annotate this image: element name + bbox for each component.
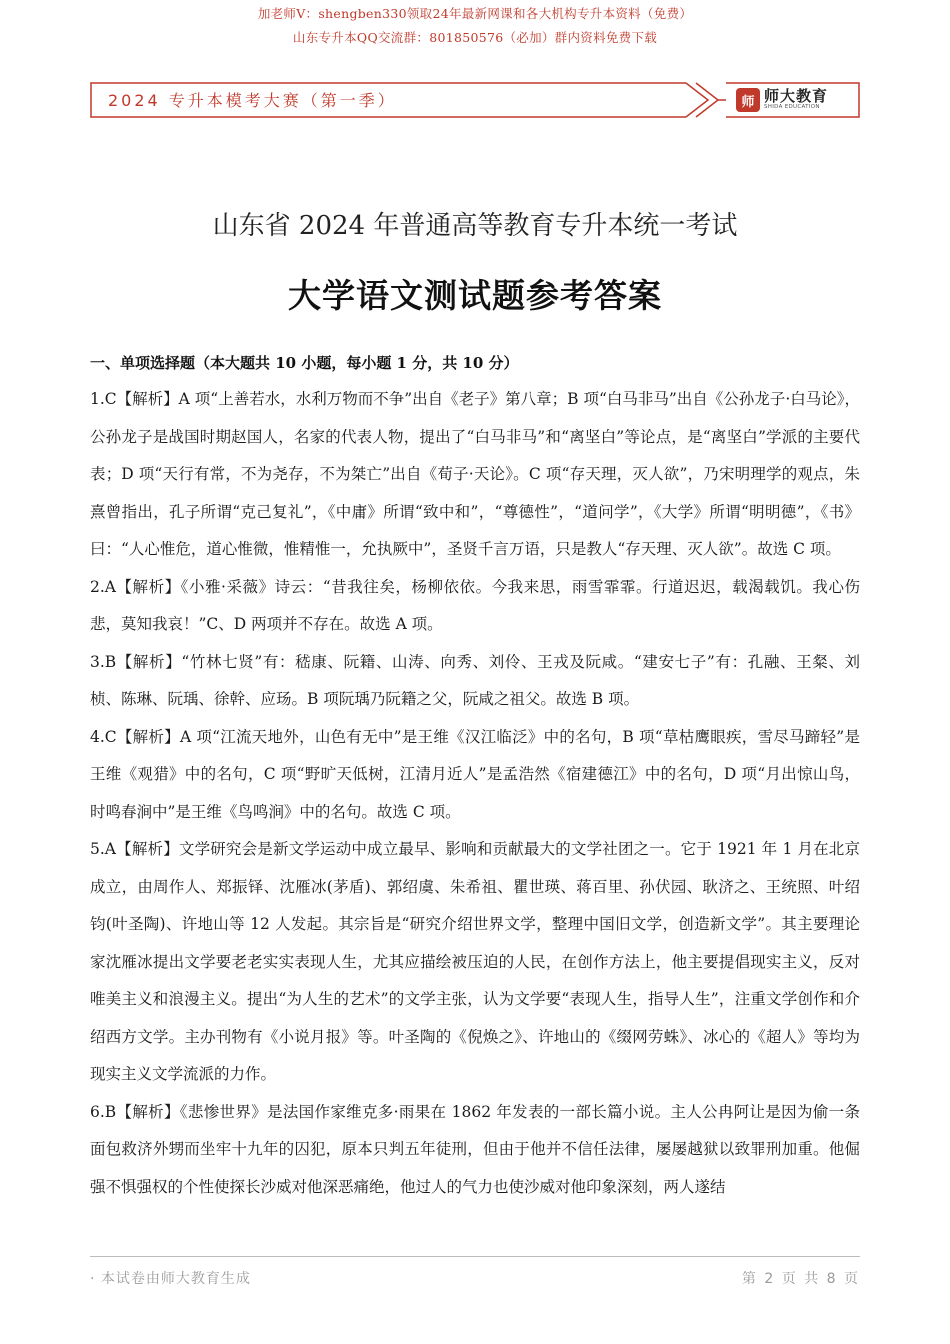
brand-name: 师大教育: [764, 87, 829, 106]
document-title: 大学语文测试题参考答案: [288, 276, 662, 315]
footer-divider: [90, 1256, 860, 1257]
exam-title: 山东省 2024 年普通高等教育专升本统一考试: [212, 211, 738, 241]
answer-item-5: 5.A【解析】文学研究会是新文学运动中成立最早、影响和贡献最大的文学社团之一。它于 1921 年 1 月在北京成立，由周作人、郑振铎、沈雁冰(茅盾)、郭绍虞、朱希祖、瞿世瑛、蒋百里、孙伏园、耿济之、王统照、叶绍钧(叶圣陶)、许地山等 12 人发起。其宗旨是“研究介绍世界文学，整理中国旧文学，创造新文学”。其主要理论家沈雁冰提出文学要老老实实表现人生，尤其应描绘被压迫的人民，在创作方法上，他主要提倡现实主义，反对唯美主义和浪漫主义。提出“为人生的艺术”的文学主张，认为文学要“表现人生，指导人生”，注重文学创作和介绍西方文学。主办刊物有《小说月报》等。叶圣陶的《倪焕之》、许地山的《缀网劳蛛》、冰心的《超人》等均为现实主义文学流派的力作。: [90, 840, 860, 1083]
promo-line-2: 山东专升本QQ交流群：801850576（必加）群内资料免费下载: [292, 30, 658, 45]
brand-name-en: SHIDA EDUCATION: [764, 104, 820, 111]
page-number: 第 2 页 共 8 页: [741, 1271, 860, 1287]
answer-item-4: 4.C【解析】A 项“江流天地外，山色有无中”是王维《汉江临泛》中的名句，B 项“草枯鹰眼疾，雪尽马蹄轻”是王维《观猎》中的名句，C 项“野旷天低树，江清月近人”是孟浩然《宿建德江》中的名句，D 项“月出惊山鸟，时鸣春涧中”是王维《鸟鸣涧》中的名句。故选 C 项。: [90, 727, 860, 821]
answer-item-3: 3.B【解析】“竹林七贤”有：嵇康、阮籍、山涛、向秀、刘伶、王戎及阮咸。“建安七子”有：孔融、王粲、刘桢、陈琳、阮瑀、徐幹、应玚。B 项阮瑀乃阮籍之父，阮咸之祖父。故选 B 项。: [90, 652, 860, 708]
banner-title: 2024 专升本模考大赛（第一季）: [108, 91, 397, 110]
section-heading: 一、单项选择题（本大题共 10 小题，每小题 1 分，共 10 分）: [90, 354, 519, 372]
footer-source: · 本试卷由师大教育生成: [90, 1271, 251, 1287]
answer-item-2: 2.A【解析】《小雅·采薇》诗云：“昔我往矣，杨柳依依。今我来思，雨雪霏霏。行道迟迟，载渴载饥。我心伤悲，莫知我哀！”C、D 两项并不存在。故选 A 项。: [90, 577, 860, 633]
brand-logo: [736, 88, 828, 112]
promo-line-1: 加老师V：shengben330领取24年最新网课和各大机构专升本资料（免费）: [257, 6, 693, 21]
header-banner: [90, 82, 860, 118]
brand-mark-icon: 师: [736, 88, 760, 112]
answer-list: [90, 381, 860, 1206]
answer-item-1: 1.C【解析】A 项“上善若水，水利万物而不争”出自《老子》第八章；B 项“白马非马”出自《公孙龙子·白马论》，公孙龙子是战国时期赵国人，名家的代表人物，提出了“白马非马”和“离坚白”等论点，是“离坚白”学派的主要代表；D 项“天行有常，不为尧存，不为桀亡”出自《荀子·天论》。C 项“存天理，灭人欲”，乃宋明理学的观点，朱熹曾指出，孔子所谓“克己复礼”，《中庸》所谓“致中和”，“尊德性”，“道问学”，《大学》所谓“明明德”，《书》曰：“人心惟危，道心惟微，惟精惟一，允执厥中”，圣贤千言万语，只是教人“存天理、灭人欲”。故选 C 项。: [90, 390, 860, 558]
answer-item-6: 6.B【解析】《悲惨世界》是法国作家维克多·雨果在 1862 年发表的一部长篇小说。主人公冉阿让是因为偷一条面包救济外甥而坐牢十九年的囚犯，原本只判五年徒刑，但由于他并不信任法律，屡屡越狱以致罪刑加重。他倔强不惧强权的个性使探长沙威对他深恶痛绝，他过人的气力也使沙威对他印象深刻，两人遂结: [90, 1102, 860, 1196]
